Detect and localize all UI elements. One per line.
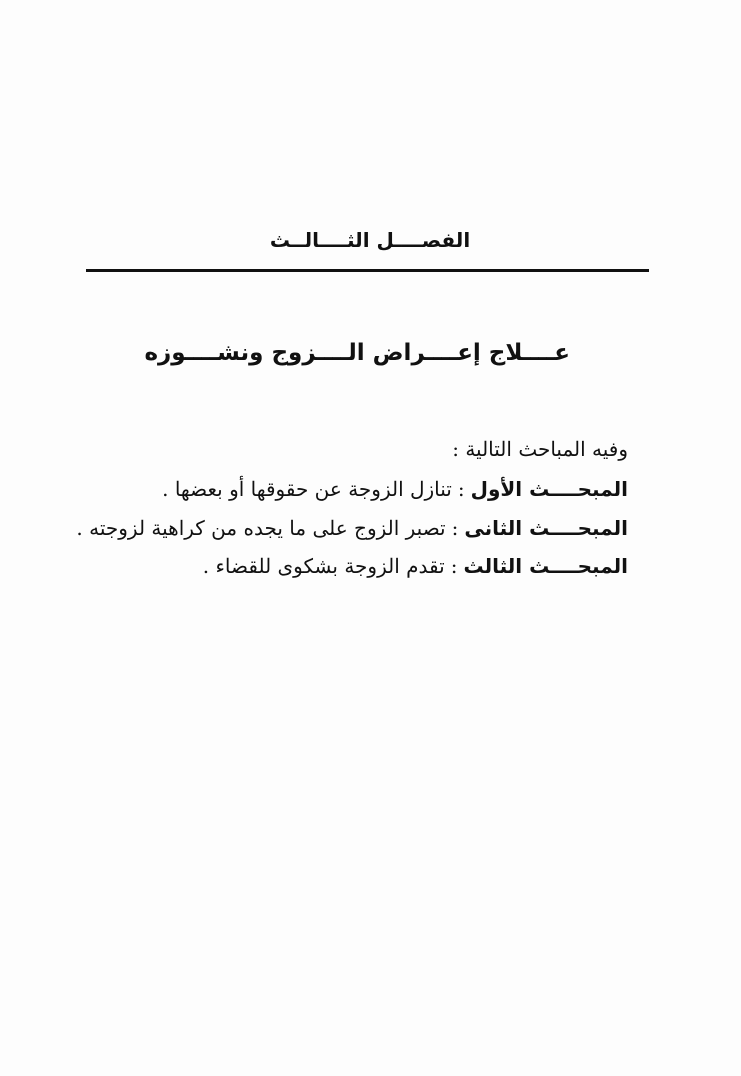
title-divider [86,269,649,272]
section-separator: : [451,516,459,540]
section-text: تقدم الزوجة بشكوى للقضاء . [202,554,445,578]
intro-text: وفيه المباحث التالية : [452,437,628,461]
section-label: المبحــــث الثالث [463,554,628,578]
section-text: تصبر الزوج على ما يجده من كراهية لزوجته . [76,516,446,540]
chapter-title: الفصــــل الثــــالــث [269,228,471,252]
section-item-2 [76,516,628,540]
section-item-1 [162,477,628,501]
section-separator: : [450,554,458,578]
chapter-subtitle: عــــلاج إعــــراض الــــزوج ونشــــوزه [144,340,570,366]
section-item-3 [203,554,628,578]
section-label: المبحــــث الثانى [464,516,628,540]
section-text: تنازل الزوجة عن حقوقها أو بعضها . [162,477,452,501]
section-label: المبحــــث الأول [470,477,628,501]
section-separator: : [457,477,465,501]
